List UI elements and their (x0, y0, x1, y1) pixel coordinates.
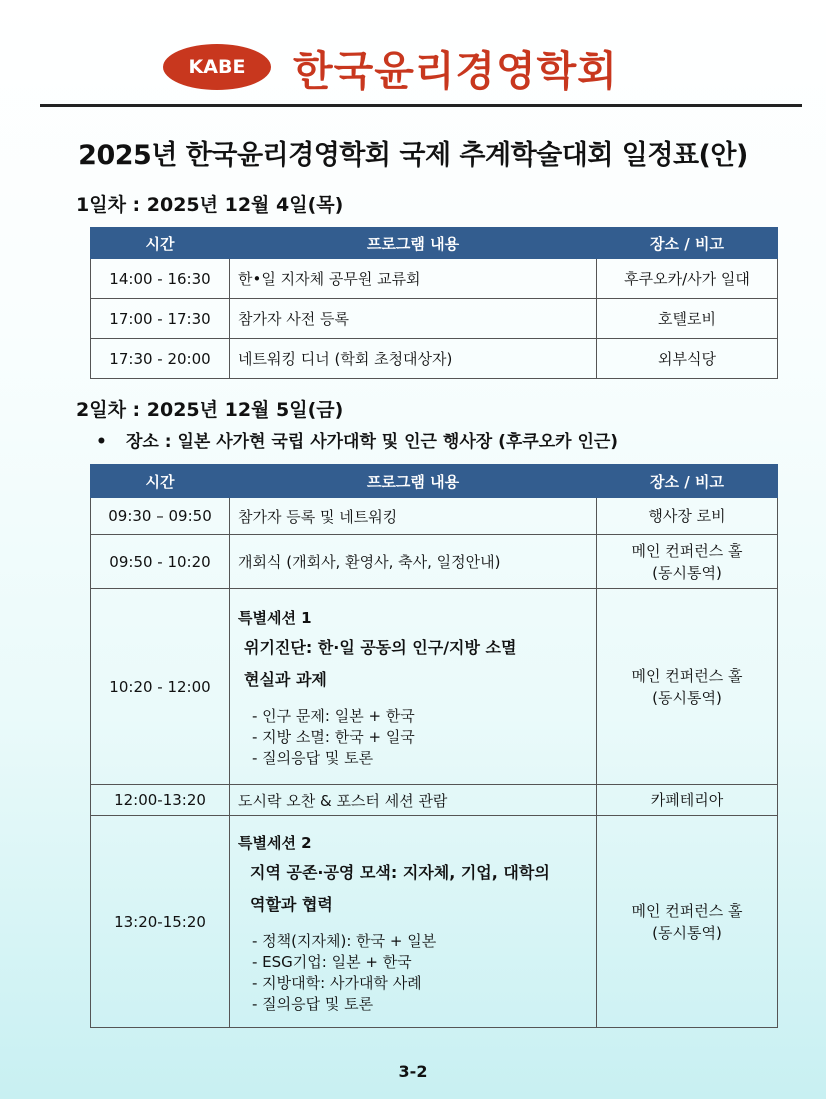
logo-text: KABE (188, 56, 246, 78)
place-note: (동시통역) (652, 923, 722, 942)
table-row (91, 339, 778, 379)
program-cell: 참가자 사전 등록 (230, 299, 597, 339)
place-cell: 외부식당 (597, 339, 778, 379)
session-title-line2: 현실과 과제 (244, 670, 327, 689)
place-line: 메인 컨퍼런스 홀 (631, 901, 743, 920)
session-title-line2: 역할과 협력 (250, 894, 333, 914)
session-row (91, 816, 778, 1028)
place-note: (동시통역) (652, 563, 722, 582)
page-number: 3-2 (398, 1062, 428, 1081)
table-row (91, 498, 778, 535)
time-cell: 12:00-13:20 (91, 785, 230, 816)
day2-venue-note (96, 427, 618, 452)
day2-schedule-table (90, 464, 778, 1028)
place-line: 메인 컨퍼런스 홀 (631, 541, 743, 560)
time-cell: 14:00 - 16:30 (91, 259, 230, 299)
session-topics (238, 706, 588, 769)
day1-title: 1일차 : 2025년 12월 4일(목) (76, 194, 344, 216)
session-topic: - 지방대학: 사가대학 사례 (252, 973, 422, 992)
session-topics (238, 931, 588, 1015)
table-row (91, 299, 778, 339)
column-header-place: 장소 / 비고 (597, 228, 778, 259)
day2-title: 2일차 : 2025년 12월 5일(금) (76, 399, 344, 421)
time-cell: 09:50 - 10:20 (91, 535, 230, 589)
program-cell: 개회식 (개회사, 환영사, 축사, 일정안내) (230, 535, 597, 589)
program-cell: 한•일 지자체 공무원 교류회 (230, 259, 597, 299)
program-cell: 참가자 등록 및 네트워킹 (230, 498, 597, 535)
bullet: • (96, 432, 107, 452)
session-topic: - 질의응답 및 토론 (252, 994, 374, 1013)
table-header-row (91, 465, 778, 498)
place-cell: 카페테리아 (597, 785, 778, 816)
kabe-logo (163, 44, 271, 90)
time-cell: 17:00 - 17:30 (91, 299, 230, 339)
session-cell (230, 816, 597, 1028)
session-topic: - 정책(지자체): 한국 + 일본 (252, 931, 437, 950)
place-cell: 후쿠오카/사가 일대 (597, 259, 778, 299)
session-title-line1: 위기진단: 한·일 공동의 인구/지방 소멸 (244, 638, 517, 657)
header-logo-area (0, 26, 826, 96)
time-cell: 09:30 – 09:50 (91, 498, 230, 535)
place-cell (597, 816, 778, 1028)
session-cell (230, 589, 597, 785)
session-topic: - 질의응답 및 토론 (252, 749, 374, 767)
session-row (91, 589, 778, 785)
program-cell: 네트워킹 디너 (학회 초청대상자) (230, 339, 597, 379)
time-cell: 17:30 - 20:00 (91, 339, 230, 379)
place-cell (597, 589, 778, 785)
place-cell: 행사장 로비 (597, 498, 778, 535)
column-header-time: 시간 (91, 465, 230, 498)
table-row (91, 785, 778, 816)
program-cell: 도시락 오찬 & 포스터 세션 관람 (230, 785, 597, 816)
place-note: (동시통역) (652, 688, 722, 707)
table-header-row (91, 228, 778, 259)
session-topic: - ESG기업: 일본 + 한국 (252, 952, 412, 971)
session-topic: - 지방 소멸: 한국 + 일국 (252, 728, 415, 746)
session-topic: - 인구 문제: 일본 + 한국 (252, 707, 415, 725)
column-header-program: 프로그램 내용 (230, 465, 597, 498)
column-header-place: 장소 / 비고 (597, 465, 778, 498)
place-cell: 호텔로비 (597, 299, 778, 339)
org-name: 한국윤리경영학회 (293, 47, 618, 95)
time-cell: 10:20 - 12:00 (91, 589, 230, 785)
day1-schedule-table (90, 227, 778, 379)
column-header-program: 프로그램 내용 (230, 228, 597, 259)
session-label: 특별세션 1 (238, 609, 312, 627)
place-cell (597, 535, 778, 589)
session-label: 특별세션 2 (238, 833, 312, 852)
table-row (91, 535, 778, 589)
table-row (91, 259, 778, 299)
session-title-line1: 지역 공존·공영 모색: 지자체, 기업, 대학의 (250, 862, 550, 882)
header-divider (40, 104, 802, 107)
place-line: 메인 컨퍼런스 홀 (631, 666, 743, 685)
time-cell: 13:20-15:20 (91, 816, 230, 1028)
venue-note-text: 장소 : 일본 사가현 국립 사가대학 및 인근 행사장 (후쿠오카 인근) (126, 432, 619, 452)
column-header-time: 시간 (91, 228, 230, 259)
document-title: 2025년 한국윤리경영학회 국제 추계학술대회 일정표(안) (78, 140, 748, 171)
